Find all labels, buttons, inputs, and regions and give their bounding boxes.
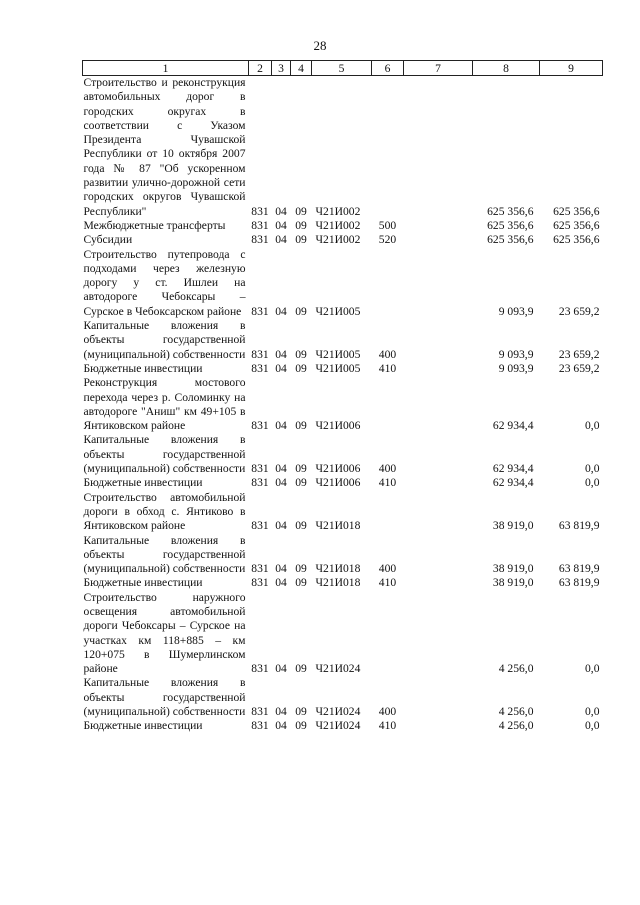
table-row bbox=[83, 76, 603, 219]
row-subsection: 09 bbox=[295, 705, 307, 719]
row-target-article: Ч21И006 bbox=[315, 476, 361, 490]
row-amount-2: 0,0 bbox=[585, 719, 600, 733]
row-col7 bbox=[404, 76, 473, 219]
row-amount-2: 0,0 bbox=[585, 705, 600, 719]
row-target-article: Ч21И018 bbox=[315, 519, 361, 533]
row-target-article: Ч21И006 bbox=[315, 462, 361, 476]
row-subsection: 09 bbox=[295, 519, 307, 533]
row-amount-1: 62 934,4 bbox=[492, 419, 534, 433]
row-name: Бюджетные инвестиции bbox=[83, 719, 203, 733]
row-target-article: Ч21И002 bbox=[315, 233, 361, 247]
row-name: Капитальные вложения в объекты государственной (муниципальной) собственности bbox=[83, 319, 246, 361]
header-cell: 7 bbox=[404, 61, 473, 76]
row-amount-1: 625 356,6 bbox=[487, 218, 534, 232]
row-name: Строительство наружного освещения автомобильной дороги Чебоксары – Сурское на участках км 118+885 – км 120+075 в Шумерлинском районе bbox=[83, 590, 246, 676]
row-subsection: 09 bbox=[295, 304, 307, 318]
row-name: Субсидии bbox=[83, 233, 133, 247]
row-amount-1: 38 919,0 bbox=[492, 576, 534, 590]
row-target-article: Ч21И005 bbox=[315, 361, 361, 375]
row-name: Строительство путепровода с подходами через железную дорогу у ст. Ишлеи на автодороге Чебоксары – Сурское в Чебоксарском районе bbox=[83, 247, 246, 318]
table-row bbox=[83, 319, 603, 362]
row-target-article: Ч21И002 bbox=[315, 204, 361, 218]
table-row bbox=[83, 433, 603, 476]
row-col7 bbox=[404, 534, 473, 577]
row-col7 bbox=[404, 433, 473, 476]
row-col7 bbox=[404, 362, 473, 376]
row-name: Капитальные вложения в объекты государственной (муниципальной) собственности bbox=[83, 433, 246, 476]
row-expense-type bbox=[372, 76, 404, 219]
header-cell: 3 bbox=[272, 61, 291, 76]
row-section: 04 bbox=[275, 476, 287, 490]
row-subsection: 09 bbox=[295, 719, 307, 733]
row-expense-type: 520 bbox=[378, 233, 397, 247]
row-code: 831 bbox=[251, 705, 269, 719]
table-row bbox=[83, 719, 603, 733]
table-row bbox=[83, 534, 603, 577]
row-expense-type: 400 bbox=[378, 347, 397, 361]
row-amount-1: 38 919,0 bbox=[492, 519, 534, 533]
row-name: Межбюджетные трансферты bbox=[83, 218, 226, 232]
row-col7 bbox=[404, 319, 473, 362]
row-code: 831 bbox=[251, 304, 269, 318]
row-code: 831 bbox=[251, 562, 269, 576]
row-name: Бюджетные инвестиции bbox=[83, 476, 203, 490]
table-row bbox=[83, 676, 603, 719]
row-col7 bbox=[404, 376, 473, 433]
row-amount-1: 38 919,0 bbox=[492, 562, 534, 576]
row-amount-2: 23 659,2 bbox=[558, 304, 600, 318]
row-col7 bbox=[404, 219, 473, 233]
row-amount-1: 62 934,4 bbox=[492, 462, 534, 476]
row-subsection: 09 bbox=[295, 204, 307, 218]
row-amount-2: 0,0 bbox=[585, 476, 600, 490]
table-row bbox=[83, 491, 603, 534]
row-amount-2: 625 356,6 bbox=[553, 218, 600, 232]
row-amount-2: 0,0 bbox=[585, 462, 600, 476]
row-target-article: Ч21И018 bbox=[315, 576, 361, 590]
header-cell: 9 bbox=[540, 61, 603, 76]
row-amount-1: 9 093,9 bbox=[498, 347, 534, 361]
row-amount-2: 23 659,2 bbox=[558, 347, 600, 361]
table-row bbox=[83, 591, 603, 677]
row-amount-2: 63 819,9 bbox=[558, 562, 600, 576]
row-code: 831 bbox=[251, 419, 269, 433]
row-code: 831 bbox=[251, 218, 269, 232]
page-number: 28 bbox=[313, 38, 327, 53]
row-target-article: Ч21И024 bbox=[315, 662, 361, 676]
row-amount-2: 625 356,6 bbox=[553, 204, 600, 218]
row-amount-2: 63 819,9 bbox=[558, 519, 600, 533]
row-subsection: 09 bbox=[295, 462, 307, 476]
table-row bbox=[83, 233, 603, 247]
row-subsection: 09 bbox=[295, 419, 307, 433]
row-target-article: Ч21И024 bbox=[315, 705, 361, 719]
row-code: 831 bbox=[251, 476, 269, 490]
row-section: 04 bbox=[275, 562, 287, 576]
row-section: 04 bbox=[275, 204, 287, 218]
row-amount-2: 625 356,6 bbox=[553, 233, 600, 247]
row-code: 831 bbox=[251, 519, 269, 533]
row-section: 04 bbox=[275, 233, 287, 247]
row-amount-1: 625 356,6 bbox=[487, 204, 534, 218]
row-expense-type: 410 bbox=[378, 576, 397, 590]
header-cell: 1 bbox=[83, 61, 249, 76]
header-cell: 5 bbox=[312, 61, 372, 76]
row-amount-1: 9 093,9 bbox=[498, 361, 534, 375]
budget-table bbox=[82, 60, 603, 734]
header-cell: 8 bbox=[473, 61, 540, 76]
row-amount-2: 63 819,9 bbox=[558, 576, 600, 590]
row-code: 831 bbox=[251, 204, 269, 218]
row-name: Строительство автомобильной дороги в обход с. Янтиково в Янтиковском районе bbox=[83, 490, 246, 533]
row-subsection: 09 bbox=[295, 476, 307, 490]
row-expense-type bbox=[372, 491, 404, 534]
row-code: 831 bbox=[251, 462, 269, 476]
row-col7 bbox=[404, 576, 473, 590]
row-expense-type: 410 bbox=[378, 361, 397, 375]
header-cell: 6 bbox=[372, 61, 404, 76]
row-code: 831 bbox=[251, 361, 269, 375]
row-expense-type: 400 bbox=[378, 562, 397, 576]
row-subsection: 09 bbox=[295, 347, 307, 361]
row-target-article: Ч21И018 bbox=[315, 562, 361, 576]
table-row bbox=[83, 362, 603, 376]
row-name: Капитальные вложения в объекты государственной (муниципальной) собственности bbox=[83, 676, 246, 719]
row-subsection: 09 bbox=[295, 233, 307, 247]
row-code: 831 bbox=[251, 347, 269, 361]
row-amount-2: 0,0 bbox=[585, 419, 600, 433]
row-subsection: 09 bbox=[295, 218, 307, 232]
row-amount-2: 0,0 bbox=[585, 662, 600, 676]
table-row bbox=[83, 376, 603, 433]
row-section: 04 bbox=[275, 719, 287, 733]
row-target-article: Ч21И024 bbox=[315, 719, 361, 733]
table-row bbox=[83, 576, 603, 590]
row-col7 bbox=[404, 591, 473, 677]
row-section: 04 bbox=[275, 361, 287, 375]
row-code: 831 bbox=[251, 576, 269, 590]
row-section: 04 bbox=[275, 576, 287, 590]
row-target-article: Ч21И002 bbox=[315, 218, 361, 232]
row-name: Бюджетные инвестиции bbox=[83, 361, 203, 375]
row-name: Бюджетные инвестиции bbox=[83, 576, 203, 590]
row-section: 04 bbox=[275, 519, 287, 533]
row-amount-1: 4 256,0 bbox=[498, 719, 534, 733]
row-expense-type: 400 bbox=[378, 462, 397, 476]
row-subsection: 09 bbox=[295, 562, 307, 576]
row-amount-1: 4 256,0 bbox=[498, 662, 534, 676]
row-expense-type: 500 bbox=[378, 218, 397, 232]
row-target-article: Ч21И005 bbox=[315, 347, 361, 361]
row-col7 bbox=[404, 248, 473, 319]
row-code: 831 bbox=[251, 233, 269, 247]
row-section: 04 bbox=[275, 347, 287, 361]
row-section: 04 bbox=[275, 304, 287, 318]
row-col7 bbox=[404, 476, 473, 490]
row-amount-2: 23 659,2 bbox=[558, 361, 600, 375]
row-name: Реконструкция мостового перехода через р. Соломинку на автодороге "Аниш" км 49+105 в Янтиковском районе bbox=[83, 376, 246, 433]
row-expense-type: 410 bbox=[378, 719, 397, 733]
row-target-article: Ч21И005 bbox=[315, 304, 361, 318]
row-col7 bbox=[404, 491, 473, 534]
row-subsection: 09 bbox=[295, 576, 307, 590]
header-cell: 4 bbox=[291, 61, 312, 76]
row-section: 04 bbox=[275, 462, 287, 476]
row-subsection: 09 bbox=[295, 361, 307, 375]
header-row bbox=[83, 61, 603, 76]
row-col7 bbox=[404, 233, 473, 247]
row-section: 04 bbox=[275, 419, 287, 433]
table-row bbox=[83, 219, 603, 233]
row-expense-type bbox=[372, 376, 404, 433]
row-amount-1: 625 356,6 bbox=[487, 233, 534, 247]
row-amount-1: 4 256,0 bbox=[498, 705, 534, 719]
table-row bbox=[83, 248, 603, 319]
row-name: Капитальные вложения в объекты государственной (муниципальной) собственности bbox=[83, 533, 246, 576]
row-code: 831 bbox=[251, 719, 269, 733]
row-section: 04 bbox=[275, 705, 287, 719]
row-amount-1: 9 093,9 bbox=[498, 304, 534, 318]
table-row bbox=[83, 476, 603, 490]
row-target-article: Ч21И006 bbox=[315, 419, 361, 433]
row-section: 04 bbox=[275, 662, 287, 676]
row-subsection: 09 bbox=[295, 662, 307, 676]
row-expense-type: 410 bbox=[378, 476, 397, 490]
row-amount-1: 62 934,4 bbox=[492, 476, 534, 490]
row-name: Строительство и реконструкция автомобильных дорог в городских округах в соответствии с Указом Президента Чувашской Республики от 10 октября 2007 года № 87 "Об ускоренном развитии улично-дорожной сети городских округов Чувашской Республики" bbox=[83, 76, 246, 218]
row-col7 bbox=[404, 719, 473, 733]
header-cell: 2 bbox=[249, 61, 272, 76]
row-expense-type bbox=[372, 591, 404, 677]
row-section: 04 bbox=[275, 218, 287, 232]
row-expense-type: 400 bbox=[378, 705, 397, 719]
row-col7 bbox=[404, 676, 473, 719]
row-expense-type bbox=[372, 248, 404, 319]
row-code: 831 bbox=[251, 662, 269, 676]
